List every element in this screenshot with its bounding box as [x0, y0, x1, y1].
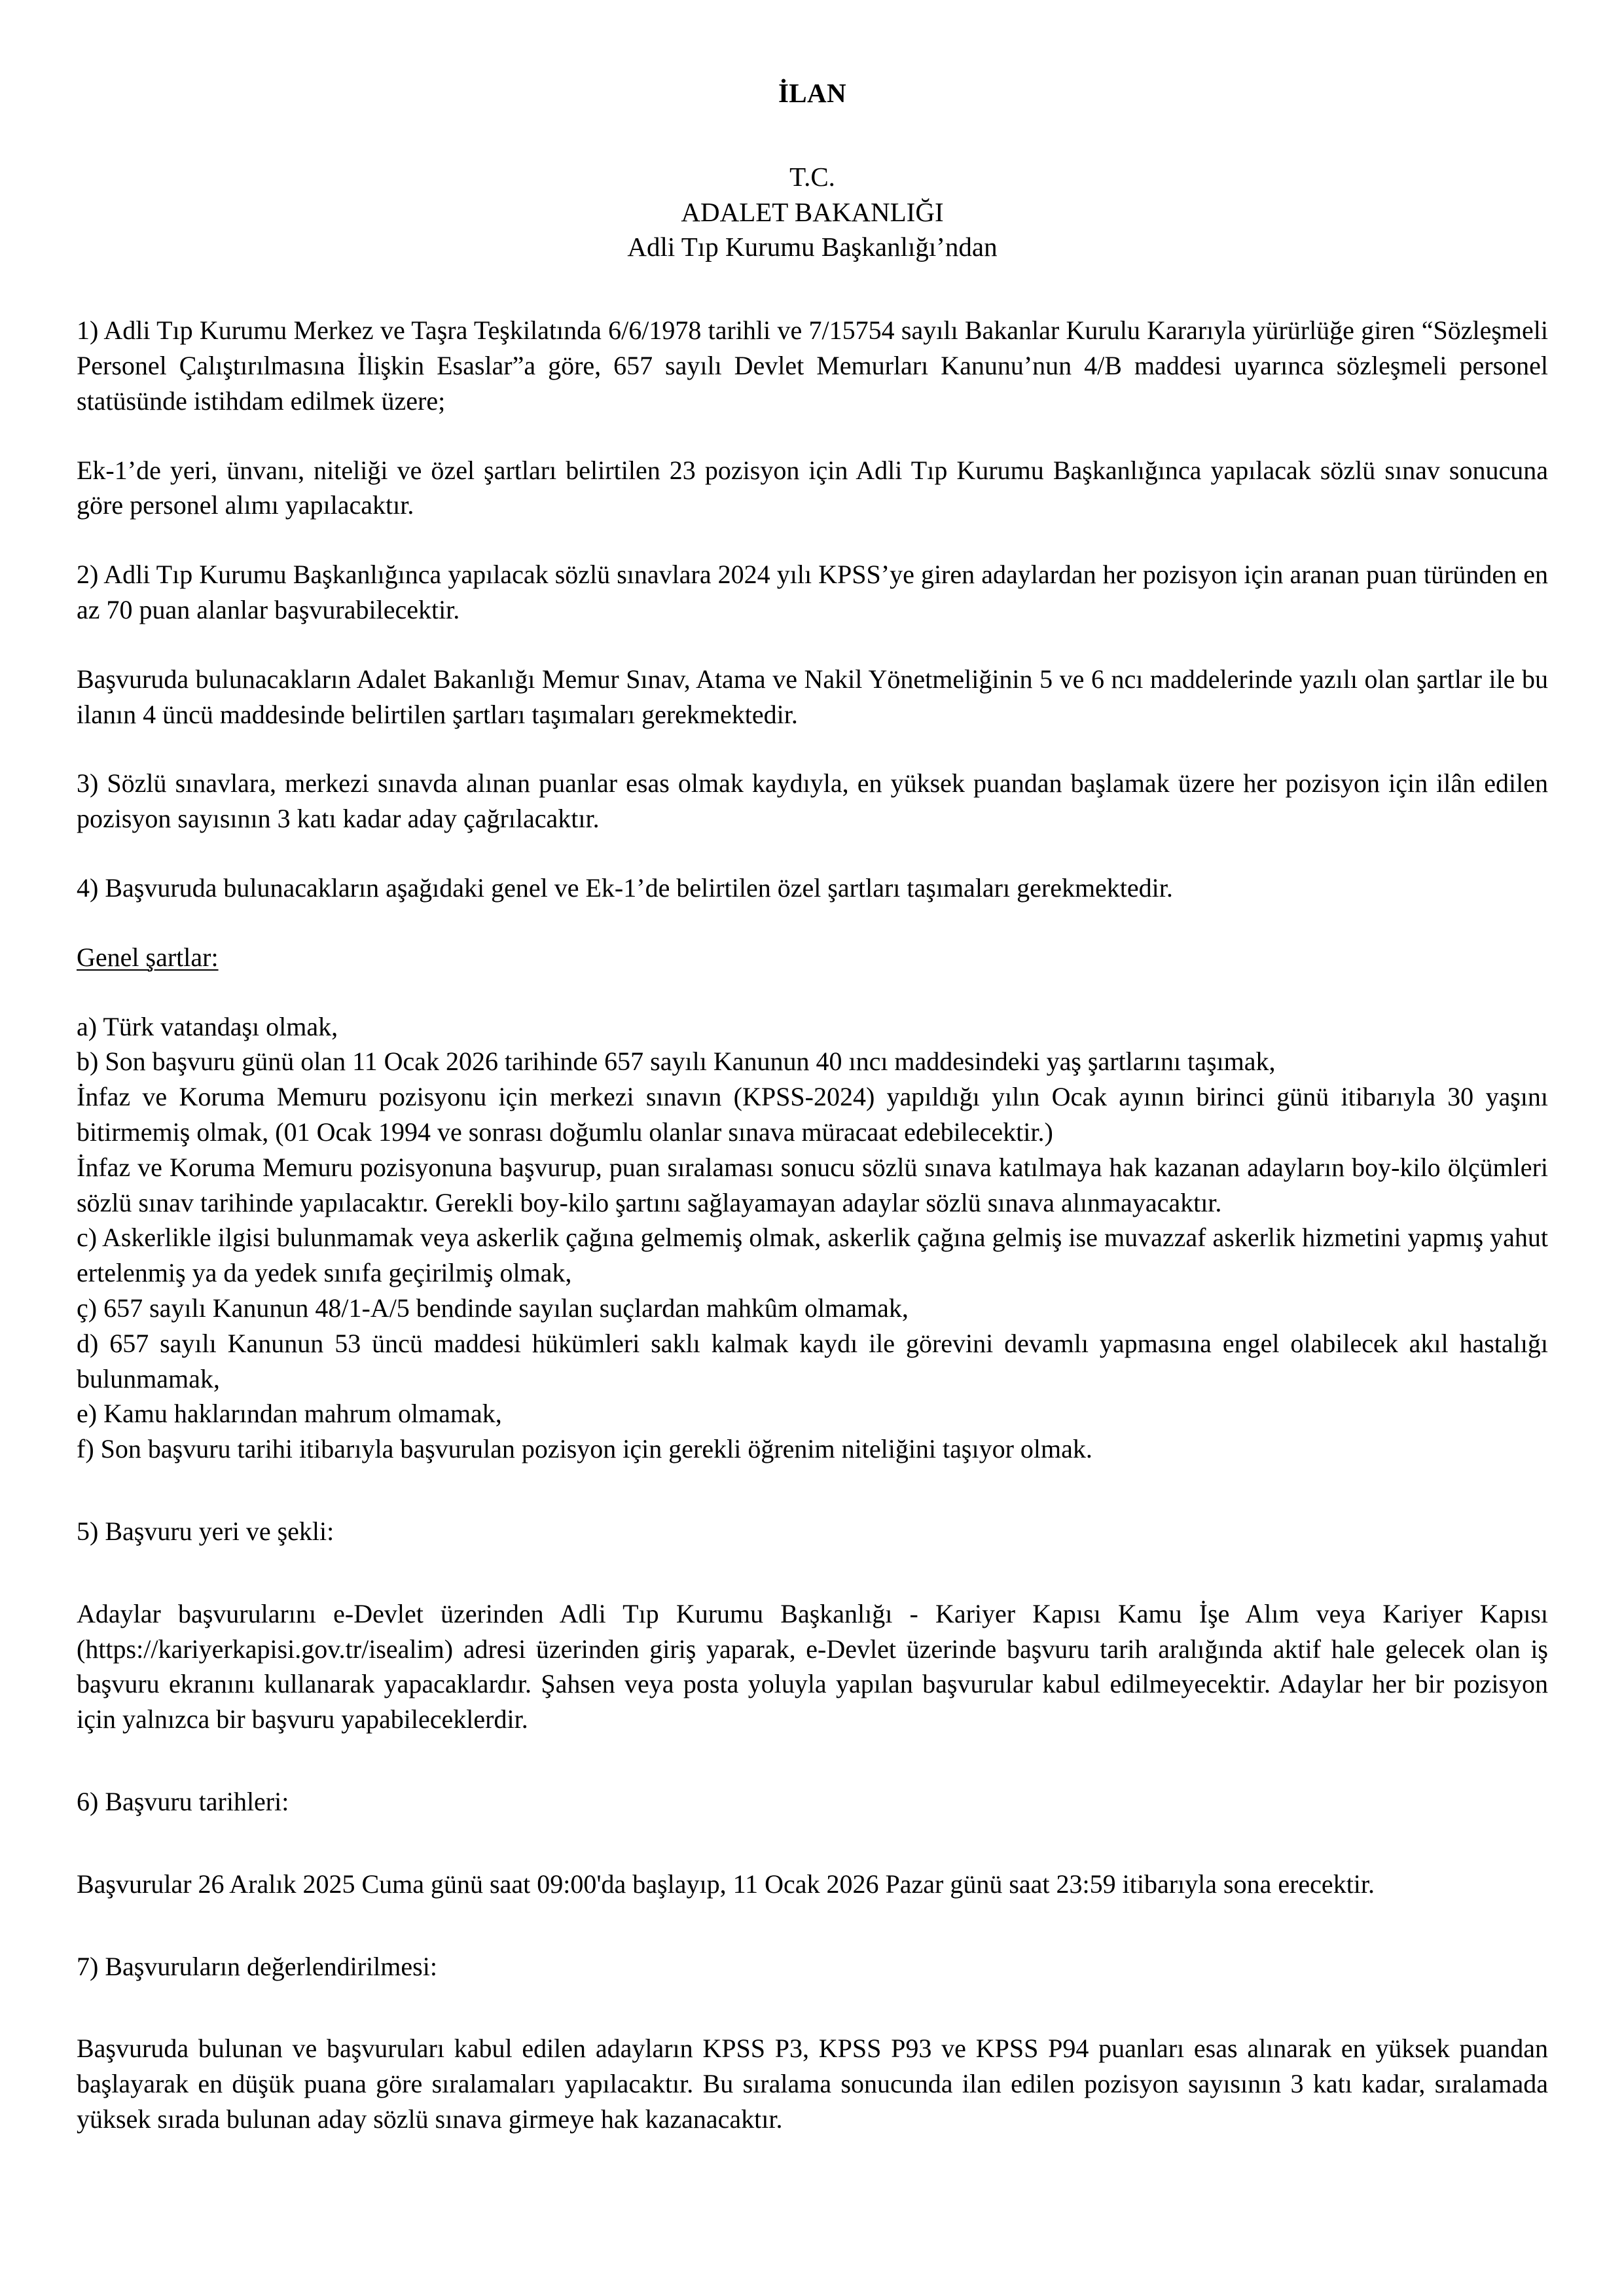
section-label-item-7: 7) Başvuruların değerlendirilmesi:: [77, 1951, 437, 1981]
paragraph-item-4: 4) Başvuruda bulunacakların aşağıdaki genel ve Ek-1’de belirtilen özel şartları taşımaları gerekmektedir.: [77, 873, 1173, 903]
paragraph-item-3: 3) Sözlü sınavlara, merkezi sınavda alınan puanlar esas olmak kaydıyla, en yüksek puandan başlamak üzere her pozisyon için ilân edilen pozisyon sayısının 3 katı kadar aday çağrılacaktır.: [77, 768, 1548, 834]
list-item: İnfaz ve Koruma Memuru pozisyonu için merkezi sınavın (KPSS-2024) yapıldığı yılın Ocak ayının birinci günü itibarıyla 30 yaşını bitirmemiş olmak, (01 Ocak 1994 ve sonrası doğumlu olanlar sınava müracaat edebilecektir.): [77, 1082, 1548, 1147]
paragraph-item-2: 2) Adli Tıp Kurumu Başkanlığınca yapılacak sözlü sınavlara 2024 yılı KPSS’ye giren adaylardan her pozisyon için aranan puan türünden en az 70 puan alanlar başvurabilecektir.: [77, 560, 1548, 625]
paragraph-item-5-body: Adaylar başvurularını e-Devlet üzerinden Adli Tıp Kurumu Başkanlığı - Kariyer Kapısı Kamu İşe Alım veya Kariyer Kapısı (https://kariyerkapisi.gov.tr/isealim) adresi üzerinden giriş yaparak, e-Devlet üzerinde başvuru tarih aralığında aktif hale gelecek olan iş başvuru ekranını kullanarak yapacaklardır. Şahsen veya posta yoluyla yapılan başvurular kabul edilmeyecektir. Adaylar her bir pozisyon için yalnızca bir başvuru yapabileceklerdir.: [77, 1598, 1548, 1734]
general-conditions-heading: [77, 940, 1548, 975]
section-label-item-6: 6) Başvuru tarihleri:: [77, 1786, 289, 1816]
document-content: [77, 77, 1548, 2137]
paragraph-item-6-body: Başvurular 26 Aralık 2025 Cuma günü saat 09:00'da başlayıp, 11 Ocak 2026 Pazar günü saat 23:59 itibarıyla sona erecektir.: [77, 1869, 1375, 1899]
list-item: f) Son başvuru tarihi itibarıyla başvurulan pozisyon için gerekli öğrenim niteliğini taşıyor olmak.: [77, 1434, 1092, 1464]
section-label-item-5: 5) Başvuru yeri ve şekli:: [77, 1516, 334, 1546]
general-conditions-heading-text: Genel şartlar:: [77, 942, 219, 972]
organization-block: [77, 160, 1548, 264]
organization-line-institution: Adli Tıp Kurumu Başkanlığı’ndan: [627, 231, 998, 262]
list-item: d) 657 sayılı Kanunun 53 üncü maddesi hükümleri saklı kalmak kaydı ile görevini devamlı yapmasına engel olabilecek akıl hastalığı bulunmamak,: [77, 1328, 1548, 1393]
paragraph-item-1-detail: Ek-1’de yeri, ünvanı, niteliği ve özel şartları belirtilen 23 pozisyon için Adli Tıp Kurumu Başkanlığınca yapılacak sözlü sınav sonucuna göre personel alımı yapılacaktır.: [77, 455, 1548, 520]
list-item: ç) 657 sayılı Kanunun 48/1-A/5 bendinde sayılan suçlardan mahkûm olmamak,: [77, 1293, 909, 1323]
page-title: İLAN: [778, 78, 847, 108]
organization-line-ministry: ADALET BAKANLIĞI: [681, 196, 944, 227]
list-item: a) Türk vatandaşı olmak,: [77, 1011, 338, 1041]
paragraph-item-1: 1) Adli Tıp Kurumu Merkez ve Taşra Teşkilatında 6/6/1978 tarihli ve 7/15754 sayılı Bakanlar Kurulu Kararıyla yürürlüğe giren “Sözleşmeli Personel Çalıştırılmasına İlişkin Esaslar”a göre, 657 sayılı Devlet Memurları Kanunu’nun 4/B maddesi uyarınca sözleşmeli personel statüsünde istihdam edilmek üzere;: [77, 315, 1548, 416]
paragraph-item-2-detail: Başvuruda bulunacakların Adalet Bakanlığı Memur Sınav, Atama ve Nakil Yönetmeliğinin 5 ve 6 ncı maddelerinde yazılı olan şartlar ile bu ilanın 4 üncü maddesinde belirtilen şartları taşımaları gerekmektedir.: [77, 664, 1548, 729]
list-item: b) Son başvuru günü olan 11 Ocak 2026 tarihinde 657 sayılı Kanunun 40 ıncı maddesindeki yaş şartlarını taşımak,: [77, 1047, 1276, 1077]
list-item: İnfaz ve Koruma Memuru pozisyonuna başvurup, puan sıralaması sonucu sözlü sınava katılmaya hak kazanan adayların boy-kilo ölçümleri sözlü sınav tarihinde yapılacaktır. Gerekli boy-kilo şartını sağlayamayan adaylar sözlü sınava alınmayacaktır.: [77, 1152, 1548, 1217]
paragraph-item-7-body: Başvuruda bulunan ve başvuruları kabul edilen adayların KPSS P3, KPSS P93 ve KPSS P94 puanları esas alınarak en yüksek puandan başlayarak en düşük puana göre sıralamaları yapılacaktır. Bu sıralama sonucunda ilan edilen pozisyon sayısının 3 katı kadar, sıralamada yüksek sırada bulunan aday sözlü sınava girmeye hak kazanacaktır.: [77, 2034, 1548, 2134]
organization-line-country: T.C.: [789, 162, 835, 192]
general-conditions-list: [77, 1009, 1548, 1467]
list-item: c) Askerlikle ilgisi bulunmamak veya askerlik çağına gelmemiş olmak, askerlik çağına gelmiş ise muvazzaf askerlik hizmetini yapmış yahut ertelenmiş ya da yedek sınıfa geçirilmiş olmak,: [77, 1223, 1548, 1288]
list-item: e) Kamu haklarından mahrum olmamak,: [77, 1399, 502, 1429]
